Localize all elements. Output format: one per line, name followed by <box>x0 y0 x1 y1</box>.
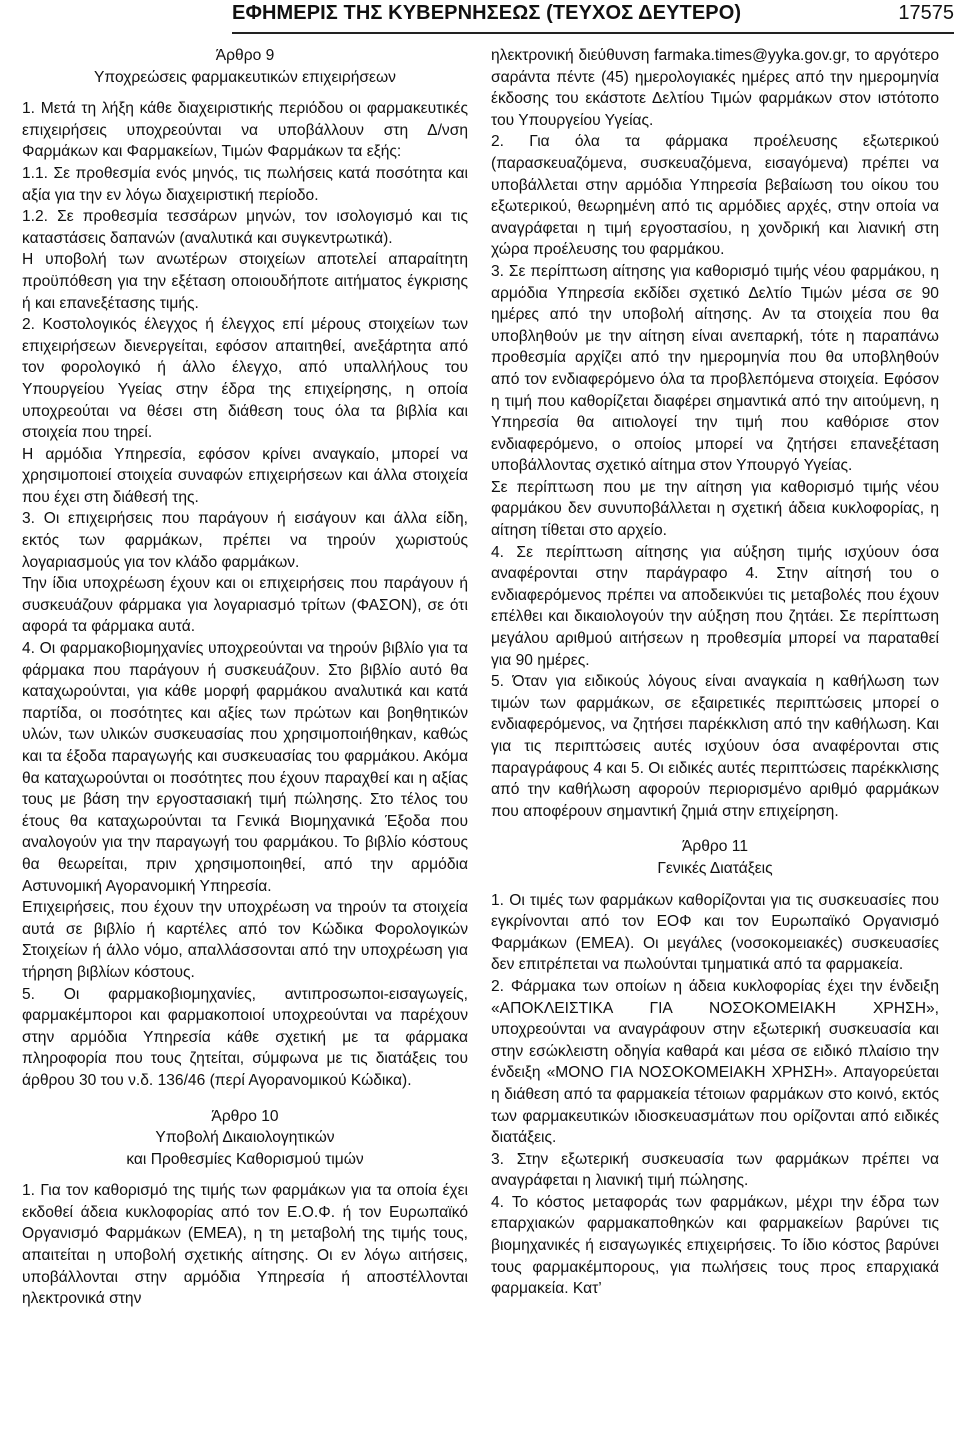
gazette-title: ΕΦΗΜΕΡΙΣ ΤΗΣ ΚΥΒΕΡΝΗΣΕΩΣ (ΤΕΥΧΟΣ ΔΕΥΤΕΡΟ) <box>232 2 742 24</box>
paragraph: 1.2. Σε προθεσμία τεσσάρων μηνών, τον ισολογισμό και τις καταστάσεις δαπανών (αναλυτικά και συγκεντρωτικά). <box>22 208 468 247</box>
paragraph: 1. Για τον καθορισμό της τιμής των φαρμάκων για τα οποία έχει εκδοθεί άδεια κυκλοφορίας από τον Ε.Ο.Φ. ή τον Ευρωπαϊκό Οργανισμό Φαρμάκων (ΕΜΕΑ), η τη μεταβολή της τιμής τους, απαιτείται η υποβολή σχετικής αίτησης. Οι εν λόγω αιτήσεις, υποβάλλονται στην αρμόδια Υπηρεσία ή αποστέλλονται ηλεκτρονικά στην <box>22 1182 468 1308</box>
paragraph: 4. Οι φαρμακοβιομηχανίες υποχρεούνται να τηρούν βιβλίο για τα φάρμακα που παράγουν ή συσκευάζουν. Στο βιβλίο αυτό θα καταχωρούνται, για κάθε μορφή φαρμάκου αναλυτικά και κατά παρτίδα, οι ποσότητες και αξίες των πρώτων και βοηθητικών υλών, των υλικών συσκευασίας που χρησιμοποιήθηκαν, καθώς και τα έξοδα παραγωγής και συσκευασίας του φαρμάκου. Ακόμα θα καταχωρούνται οι ποσότητες που έχουν παραχθεί και η αξίας τους με βάση την εργοστασιακή τιμή πώλησης. Στο τέλος του έτους θα καταχωρούνται τα Γενικά Βιομηχανικά Έξοδα που αναλογούν για την παραγωγή του φαρμάκου. Το βιβλίο κόστους θα θεωρείται, πριν χρησιμοποιηθεί, από την αρμόδια Αστυνομική Αγορανομική Υπηρεσία. <box>22 640 468 895</box>
paragraph: Η υποβολή των ανωτέρων στοιχείων αποτελεί απαραίτητη προϋπόθεση για την εξέταση οποιουδήποτε αιτήματος έγκρισης ή και επανεξέτασης τιμής. <box>22 251 468 312</box>
paragraph: ηλεκτρονική διεύθυνση farmaka.times@yyka.gov.gr, το αργότερο σαράντα πέντε (45) ημερολογιακές ημέρες από την ημερομηνία έκδοσης του εκάστοτε Δελτίου Τιμών φαρμάκων στον ιστότοπο του Υπουργείου Υγείας. <box>491 47 939 129</box>
paragraph: 3. Οι επιχειρήσεις που παράγουν ή εισάγουν και άλλα είδη, εκτός των φαρμάκων, πρέπει να τηρούν χωριστούς λογαριασμούς για τον κλάδο φαρμάκων. <box>22 510 468 571</box>
paragraph: 2. Κοστολογικός έλεγχος ή έλεγχος επί μέρους στοιχείων των επιχειρήσεων διενεργείται, εφόσον απαιτηθεί, ανεξάρτητα από τον φορολογικό ή άλλο έλεγχο, από υπαλλήλους του Υπουργείου Υγείας στην έδρα της επιχείρησης, η οποία υποχρεούται να θέσει στη διάθεση τους όλα τα βιβλία και στοιχεία που τηρεί. <box>22 316 468 442</box>
page-number: 17575 <box>898 2 954 24</box>
paragraph: 4. Σε περίπτωση αίτησης για αύξηση τιμής ισχύουν όσα αναφέρονται στην παράγραφο 4. Στην αίτησή του ο ενδιαφερόμενος πρέπει να αποδεικνύει τις μεταβολές που έχουν επέλθει και δικαιολογούν την αύξηση που ζητάει. Σε περίπτωση μεγάλου αριθμού αιτήσεων η προθεσμία μπορεί να παραταθεί για 90 ημέρες. <box>491 543 939 669</box>
paragraph: 2. Φάρμακα των οποίων η άδεια κυκλοφορίας έχει την ένδειξη «ΑΠΟΚΛΕΙΣΤΙΚΑ ΓΙΑ ΝΟΣΟΚΟΜΕΙΑΚΗ ΧΡΗΣΗ», υποχρεούνται να αναγράφουν στην εξωτερική συσκευασία και στην εσώκλειστη οδηγία καθαρά και μέσα σε ειδικό πλαίσιο την ένδειξη «ΜΟΝΟ ΓΙΑ ΝΟΣΟΚΟΜΕΙΑΚΗ ΧΡΗΣΗ». Απαγορεύεται η διάθεση από τα φαρμακεία τέτοιων φαρμάκων στο κοινό, εκτός των φαρμακευτικών ιδιοσκευασμάτων που ορίζονται από ειδικές διατάξεις. <box>491 977 939 1147</box>
paragraph: Επιχειρήσεις, που έχουν την υποχρέωση να τηρούν τα στοιχεία αυτά σε βιβλίο ή καρτέλες από τον Κώδικα Φορολογικών Στοιχείων ή άλλο νόμο, απαλλάσσονται από την υποχρέωση για τήρηση βιβλίων κόστους. <box>22 899 468 981</box>
article-subtitle: Γενικές Διατάξεις <box>657 859 773 877</box>
article-heading: Υποβολή Δικαιολογητικών <box>155 1129 335 1147</box>
paragraph: 1. Μετά τη λήξη κάθε διαχειριστικής περιόδου οι φαρμακευτικές επιχειρήσεις υποχρεούνται να υποβάλλουν στη Δ/νση Φαρμάκων και Φαρμακείων, Τιμών Φαρμάκων τα εξής: <box>22 100 468 161</box>
paragraph: 5. Οι φαρμακοβιομηχανίες, αντιπροσωποι-εισαγωγείς, φαρμακέμποροι και φαρμακοποιοί υποχρεούνται να παρέχουν στην αρμόδια Υπηρεσία κάθε σχετική με τα φάρμακα πληροφορία που τους ζητείται, σύμφωνα με τις διατάξεις του άρθρου 30 του ν.δ. 136/46 (περί Αγορανομικού Κώδικα). <box>22 985 468 1089</box>
article-heading: Άρθρο 9 <box>215 47 275 64</box>
paragraph: 2. Για όλα τα φάρμακα προέλευσης εξωτερικού (παρασκευαζόμενα, συσκευαζόμενα, εισαγόμενα) πρέπει να υποβάλλεται στην αρμόδια Υπηρεσία βεβαίωση του οίκου του εξωτερικού, θεωρημένη από τις αρμόδιες αρχές, στην οποία να αναγράφεται η τιμή εργοστασίου, η χονδρική και λιανική στη χώρα προέλευσης του φαρμάκου. <box>491 133 939 259</box>
left-column <box>22 45 468 1310</box>
paragraph: Η αρμόδια Υπηρεσία, εφόσον κρίνει αναγκαίο, μπορεί να χρησιμοποιεί στοιχεία συναφών επιχειρήσεων και άλλα στοιχεία που έχει στη διάθεσή της. <box>22 445 468 506</box>
article-heading: Άρθρο 10 <box>211 1107 279 1125</box>
paragraph: 1. Οι τιμές των φαρμάκων καθορίζονται για τις συσκευασίες που εγκρίνονται από τον ΕΟΦ και τον Ευρωπαϊκό Οργανισμό Φαρμάκων (ΕΜΕΑ). Οι μεγάλες (νοσοκομειακές) συσκευασίες δεν επιτρέπεται να πωλούνται τμηματικά από τα φαρμακεία. <box>491 891 939 974</box>
article-subtitle: Υποχρεώσεις φαρμακευτικών επιχειρήσεων <box>94 68 396 86</box>
article-subtitle: και Προθεσμίες Καθορισμού τιμών <box>126 1150 364 1168</box>
article-heading: Άρθρο 11 <box>681 838 748 856</box>
paragraph: 1.1. Σε προθεσμία ενός μηνός, τις πωλήσεις κατά ποσότητα και αξία για την εν λόγω διαχειριστική περίοδο. <box>22 164 468 204</box>
paragraph: Σε περίπτωση που με την αίτηση για καθορισμό τιμής νέου φαρμάκου δεν συνυποβάλλεται η σχετική άδεια κυκλοφορίας, η αίτηση τίθεται στο αρχείο. <box>491 478 939 540</box>
paragraph: Την ίδια υποχρέωση έχουν και οι επιχειρήσεις που παράγουν ή συσκευάζουν φάρμακα για λογαριασμό τρίτων (ΦΑΣΟΝ), σε ότι αφορά τα φάρμακα αυτά. <box>22 575 468 636</box>
right-column <box>491 45 939 1300</box>
paragraph: 5. Όταν για ειδικούς λόγους είναι αναγκαία η καθήλωση των τιμών των φαρμάκων, σε εξαιρετικές περιπτώσεις μπορεί ο ενδιαφερόμενος, να ζητήσει παρέκκλιση από την καθήλωση. Και για τις περιπτώσεις αυτές ισχύουν όσα αναφέρονται στις παραγράφους 4 και 5. Οι ειδικές αυτές περιπτώσεις παρέκκλισης από την καθήλωση αφορούν περιορισμένο αριθμό φαρμάκων που αποφέρουν σημαντική ζημιά στην επιχείρηση. <box>491 673 939 820</box>
page-header <box>232 2 954 34</box>
paragraph: 3. Στην εξωτερική συσκευασία των φαρμάκων πρέπει να αναγράφεται η λιανική τιμή πώλησης. <box>491 1150 939 1190</box>
paragraph: 4. Το κόστος μεταφοράς των φαρμάκων, μέχρι την έδρα των επαρχιακών φαρμακαποθηκών και φαρμακείων βαρύνει τις βιομηχανικές ή εισαγωγικές επιχειρήσεις. Το ίδιο κόστος βαρύνει τους φαρμακέμπορους, για πωλήσεις τους προς επαρχιακά φαρμακεία. Κατ’ <box>491 1193 939 1298</box>
paragraph: 3. Σε περίπτωση αίτησης για καθορισμό τιμής νέου φαρμάκου, η αρμόδια Υπηρεσία εκδίδει σχετικό Δελτίο Τιμών μέσα σε 90 ημέρες από την υποβολή αίτησης. Αν τα στοιχεία που θα υποβληθούν με την αίτηση είναι ανεπαρκή, τότε η παραπάνω προθεσμία αρχίζει από την ημερομηνία που θα υποβληθούν από τον ενδιαφερόμενο όλα τα προβλεπόμενα στοιχεία. Εφόσον η τιμή που καθορίζεται διαφέρει σημαντικά από την αιτούμενη, η Υπηρεσία θα αιτιολογεί την τιμή που καθόρισε στον ενδιαφερόμενο, ο οποίος μπορεί να ζητήσει επανεξέταση υποβάλλοντας σχετικό αίτημα στον Υπουργό Υγείας. <box>491 262 939 475</box>
